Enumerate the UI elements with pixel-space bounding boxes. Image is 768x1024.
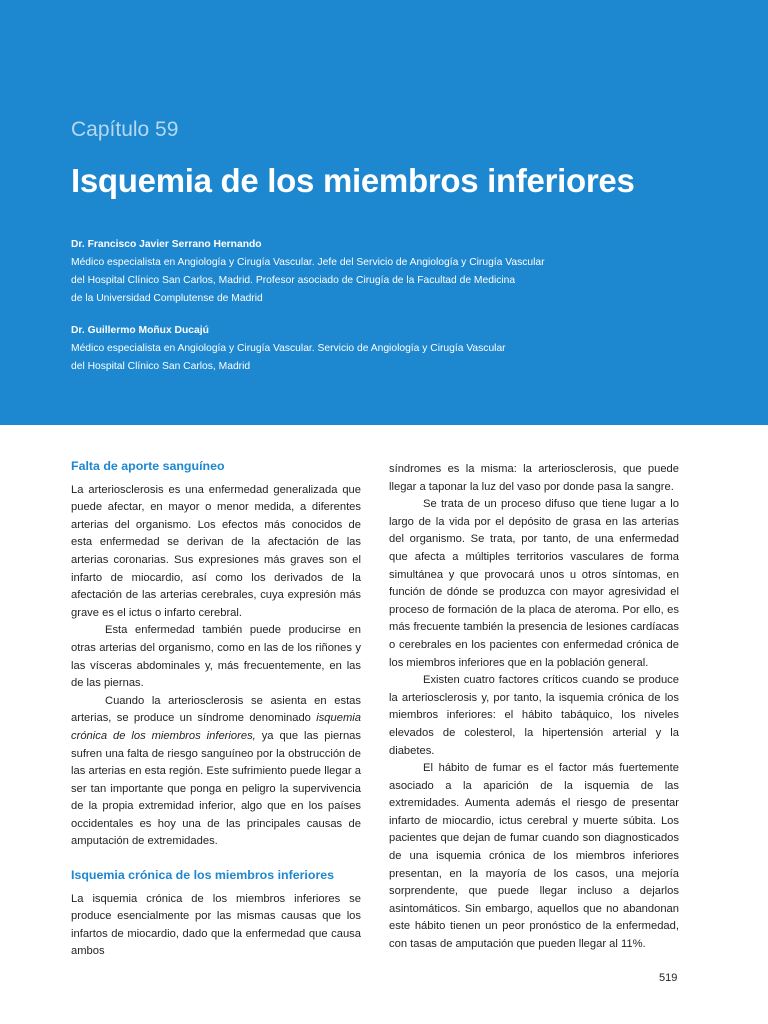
right-column [389,461,679,954]
left-column [71,458,361,961]
section-heading: Falta de aporte sanguíneo [71,459,225,473]
italic-term: isquemia crónica de los miembros inferiores, [71,712,361,742]
paragraph: Esta enfermedad también puede producirse en otras arterias del organismo, como en las de los riñones y las vísceras abdominales y, más frecuentemente, en las de las piernas. [71,624,361,690]
author-block-2 [71,322,591,376]
page-number: 519 [659,972,678,984]
paragraph-text: Cuando la arteriosclerosis se asienta en estas arterias, se produce un síndrome denominado [71,694,361,725]
author-name: Dr. Francisco Javier Serrano Hernando [71,239,262,250]
paragraph: Existen cuatro factores críticos cuando se produce la arteriosclerosis y, por tanto, la isquemia crónica de los miembros inferiores: el hábito tabáquico, los niveles elevados de colesterol, la hipertensión arterial y la diabetes. [389,674,679,757]
chapter-number: Capítulo 59 [71,118,179,141]
paragraph: La isquemia crónica de los miembros inferiores se produce esencialmente por las mismas causas que los infartos de miocardio, dado que la enfermedad que causa ambos [71,892,361,958]
paragraph [71,693,361,851]
author-block-1 [71,236,591,308]
paragraph: La arteriosclerosis es una enfermedad generalizada que puede afectar, en mayor o menor medida, a diferentes arterias del organismo. Los efectos más conocidos de esta enfermedad se derivan de la afectación de las arterias coronarias. Sus expresiones más graves son el infarto de miocardio, así como los derivados de la afectación de las arterias cerebrales, cuya expresión más grave es el ictus o infarto cerebral. [71,483,361,619]
author-name: Dr. Guillermo Moñux Ducajú [71,325,209,336]
paragraph: síndromes es la misma: la arteriosclerosis, que puede llegar a taponar la luz del vaso por donde pasa la sangre. [389,463,679,493]
paragraph-text: ya que las piernas sufren una falta de riesgo sanguíneo por la obstrucción de las arterias en esta región. Este sufrimiento puede llegar a ser tan importante que ponga en peligro la supervivencia de la propia extremidad inferior, algo que en los países occidentales es hoy una de las principales causas de amputación de extremidades. [71,729,361,848]
author-affiliation-line: Médico especialista en Angiología y Cirugía Vascular. Jefe del Servicio de Angiología y Cirugía Vascular [71,257,545,268]
section-heading: Isquemia crónica de los miembros inferiores [71,868,335,883]
page-title: Isquemia de los miembros inferiores [71,162,635,199]
author-affiliation-line: del Hospital Clínico San Carlos, Madrid. Profesor asociado de Cirugía de la Facultad de Medicina [71,275,516,286]
paragraph: El hábito de fumar es el factor más fuertemente asociado a la aparición de la isquemia de las extremidades. Aumenta además el riesgo de presentar infarto de miocardio, ictus cerebral y muerte súbita. Los pacientes que dejan de fumar cuando son diagnosticados de una isquemia crónica de los miembros inferiores presentan, en la mayoría de los casos, una mejoría sorprendente, que puede llegar incluso a dejarlos asintomáticos. Sin embargo, aquellos que no abandonan este hábito tienen un peor pronóstico de la enfermedad, con tasas de amputación que pueden llegar al 11%. [389,762,679,951]
paragraph: Se trata de un proceso difuso que tiene lugar a lo largo de la vida por el depósito de grasa en las arterias del organismo. Se trata, por tanto, de una enfermedad que afecta a múltiples territorios vasculares de forma simultánea y que provocará unos u otros síntomas, en función de dónde se produzca con mayor agresividad el proceso de formación de la placa de ateroma. Por ello, es más frecuente también la presencia de lesiones cardíacas o cerebrales en los pacientes con enfermedad crónica de los miembros inferiores que en la población general. [389,498,679,669]
author-affiliation-line: Médico especialista en Angiología y Cirugía Vascular. Servicio de Angiología y Cirugía Vascular [71,343,506,354]
author-affiliation-line: del Hospital Clínico San Carlos, Madrid [71,361,251,372]
author-affiliation-line: de la Universidad Complutense de Madrid [71,293,263,304]
chapter-header [0,0,768,425]
